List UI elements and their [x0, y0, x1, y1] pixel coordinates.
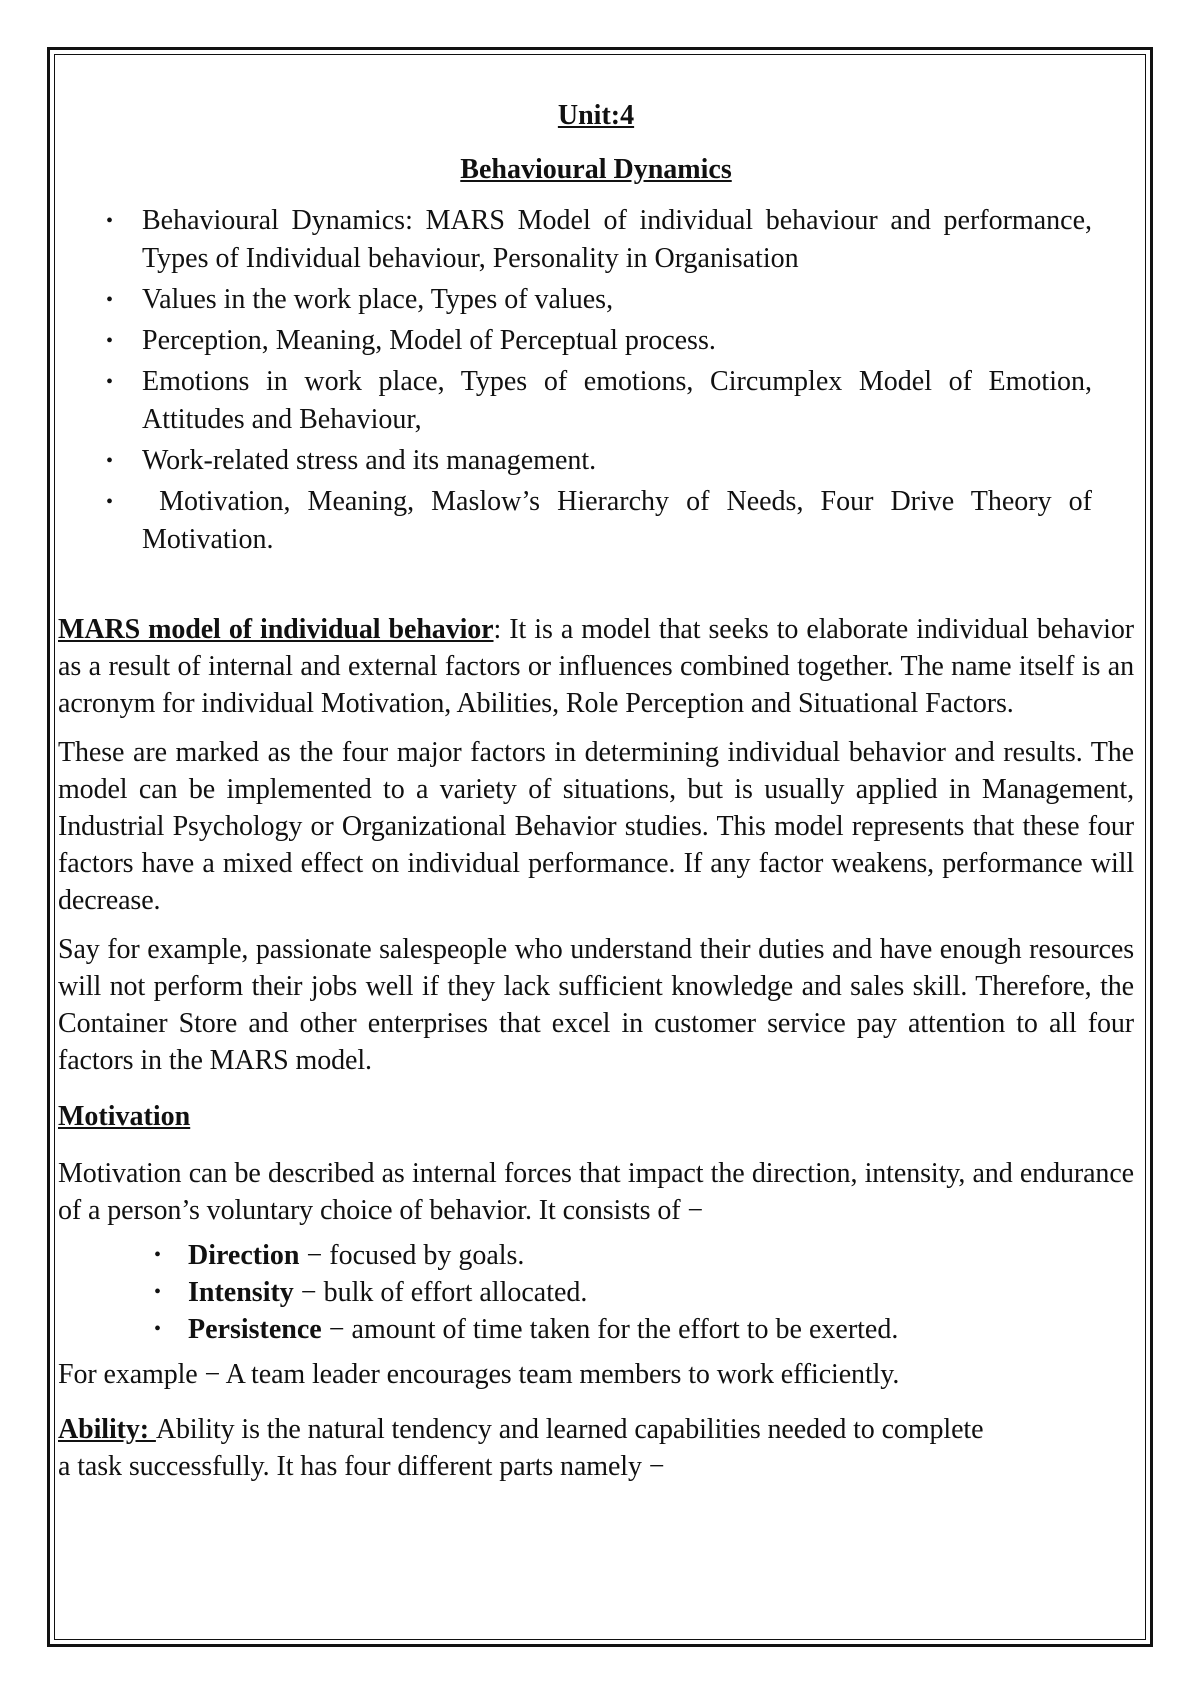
component-desc: − focused by goals. [299, 1240, 525, 1271]
mars-intro-text: : It is a model that seeks to elaborate individual behavior as a result of internal and external factors or influences combined together. The name itself is an acronym for individual Motivation, Abilities, Role Perception and Situational Factors. [58, 614, 1134, 719]
motivation-heading: Motivation [58, 1101, 191, 1132]
bullet-icon: • [106, 210, 114, 232]
component-desc: − bulk of effort allocated. [293, 1277, 588, 1308]
component-term: Direction [188, 1240, 300, 1271]
component-term: Persistence [188, 1314, 322, 1345]
component-desc: − amount of time taken for the effort to be exerted. [321, 1314, 899, 1345]
bullet-icon: • [154, 1244, 162, 1266]
mars-paragraph-3: Say for example, passionate salespeople who understand their duties and have enough resources will not perform their jobs well if they lack sufficient knowledge and sales skill. Therefore, the Container Store and other enterprises that excel in customer service pay attention to all four factors in the MARS model. [58, 934, 1134, 1076]
component-item [154, 1311, 1134, 1348]
mars-heading: MARS model of individual behavior [58, 614, 494, 645]
bullet-icon: • [106, 330, 114, 352]
document-body [58, 96, 1134, 1485]
topic-text: Work-related stress and its management. [142, 445, 597, 476]
bullet-icon: • [154, 1281, 162, 1303]
ability-heading: Ability: [58, 1414, 156, 1445]
topic-item [106, 202, 1092, 278]
unit-heading: Unit:4 [557, 100, 635, 131]
topic-item [106, 281, 1092, 319]
ability-text: Ability is the natural tendency and learned capabilities needed to complete a task successfully. It has four different parts namely − [58, 1414, 984, 1482]
ability-paragraph [58, 1411, 1134, 1485]
bullet-icon: • [154, 1318, 162, 1340]
motivation-components [58, 1237, 1134, 1348]
bullet-icon: • [106, 491, 114, 513]
component-item [154, 1274, 1134, 1311]
topic-list [58, 202, 1100, 559]
unit-subheading: Behavioural Dynamics [460, 154, 732, 185]
topic-text: Perception, Meaning, Model of Perceptual process. [142, 325, 716, 356]
bullet-icon: • [106, 289, 114, 311]
motivation-example: For example − A team leader encourages team members to work efficiently. [58, 1359, 900, 1390]
topic-text: Behavioural Dynamics: MARS Model of individual behaviour and performance, Types of Individual behaviour, Personality in Organisation [142, 205, 1092, 274]
mars-intro-paragraph [58, 611, 1134, 722]
mars-paragraph-2: These are marked as the four major factors in determining individual behavior and results. The model can be implemented to a variety of situations, but is usually applied in Management, Industrial Psychology or Organizational Behavior studies. This model represents that these four factors have a mixed effect on individual performance. If any factor weakens, performance will decrease. [58, 737, 1134, 916]
bullet-icon: • [106, 450, 114, 472]
bullet-icon: • [106, 371, 114, 393]
topic-text: Emotions in work place, Types of emotions, Circumplex Model of Emotion, Attitudes and Behaviour, [142, 366, 1092, 435]
topic-item [106, 483, 1100, 559]
topic-item [106, 322, 1092, 360]
motivation-definition: Motivation can be described as internal forces that impact the direction, intensity, and endurance of a person’s voluntary choice of behavior. It consists of − [58, 1158, 1134, 1226]
topic-item [106, 442, 1092, 480]
component-item [154, 1237, 1134, 1274]
component-term: Intensity [188, 1277, 294, 1308]
topic-item [106, 363, 1092, 439]
topic-text: Values in the work place, Types of values, [142, 284, 614, 315]
topic-text: Motivation, Meaning, Maslow’s Hierarchy of Needs, Four Drive Theory of Motivation. [142, 486, 1100, 555]
